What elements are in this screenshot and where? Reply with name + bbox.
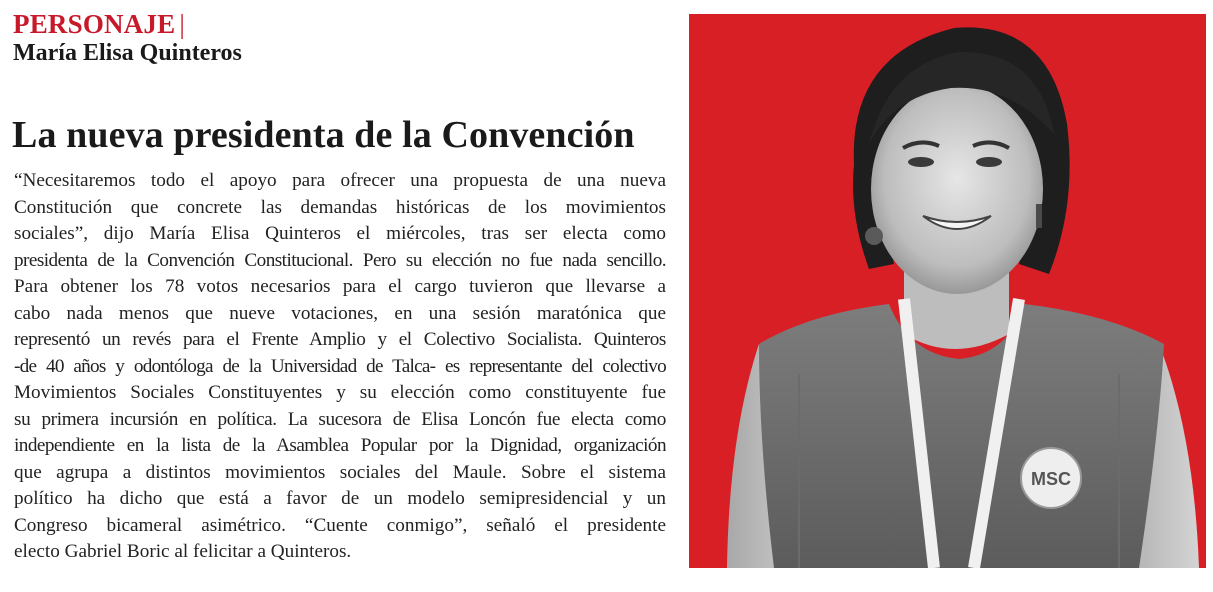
article-headline: La nueva presidenta de la Convención (12, 114, 635, 156)
section-label (13, 8, 185, 40)
body-line: Constitución que concrete las demandas históricas de los movimientos (14, 196, 666, 218)
body-line: independiente en la lista de la Asamblea Popular por la Dignidad, organización (14, 435, 666, 456)
body-line: “Necesitaremos todo el apoyo para ofrecer una propuesta de una nueva (14, 170, 666, 191)
body-line: Congreso bicameral asimétrico. “Cuente conmigo”, señaló el presidente (14, 514, 666, 536)
body-line: representó un revés para el Frente Amplio y el Colectivo Socialista. Quinteros (14, 329, 666, 350)
body-line: político ha dicho que está a favor de un modelo semipresidencial y un (14, 488, 666, 509)
body-line: su primera incursión en política. La sucesora de Elisa Loncón fue electa como (14, 408, 666, 430)
body-line: sociales”, dijo María Elisa Quinteros el miércoles, tras ser electa como (14, 223, 666, 244)
badge-text: MSC (1031, 469, 1071, 489)
person-name: María Elisa Quinteros (13, 40, 242, 66)
portrait-illustration (689, 14, 1206, 568)
earring (865, 227, 883, 245)
article-body (14, 168, 666, 566)
eye (976, 157, 1002, 167)
body-line: electo Gabriel Boric al felicitar a Quinteros. (14, 541, 352, 562)
body-line: que agrupa a distintos movimientos sociales del Maule. Sobre el sistema (14, 461, 666, 483)
section-separator: | (179, 9, 185, 39)
face (871, 84, 1043, 294)
portrait-photo (689, 14, 1206, 568)
body-line: cabo nada menos que nueve votaciones, en una sesión maratónica que (14, 302, 666, 324)
section-kicker: PERSONAJE (13, 9, 176, 39)
body-line: presidenta de la Convención Constitucional. Pero su elección no fue nada sencillo. (14, 249, 666, 271)
body-line: -de 40 años y odontóloga de la Universidad de Talca- es representante del colectivo (14, 355, 666, 377)
body-line: Movimientos Sociales Constituyentes y su elección como constituyente fue (14, 382, 666, 403)
eye (908, 157, 934, 167)
body-line: Para obtener los 78 votos necesarios para el cargo tuvieron que llevarse a (14, 276, 666, 297)
